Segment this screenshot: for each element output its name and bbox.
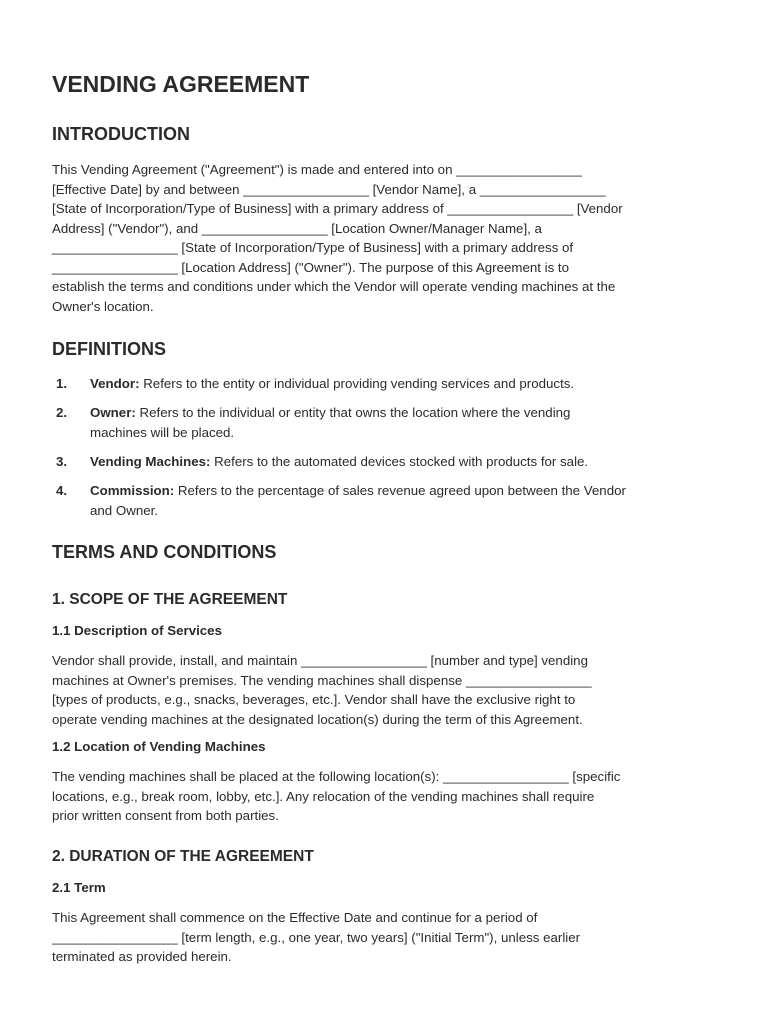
definition-text [90,481,626,520]
definitions-heading: DEFINITIONS [52,339,167,359]
definition-text [90,403,570,442]
introduction-heading: INTRODUCTION [52,124,190,144]
description-of-services-paragraph [52,651,592,729]
duration-heading: 2. DURATION OF THE AGREEMENT [52,848,314,865]
paragraph-line: Vendor shall provide, install, and maintain _________________ [number and type] vending [52,653,588,668]
paragraph-line: [State of Incorporation/Type of Business] with a primary address of _________________ [Vendor [52,201,623,216]
paragraph-line: Owner's location. [52,298,154,314]
paragraph-line: [types of products, e.g., snacks, beverages, etc.]. Vendor shall have the exclusive right to [52,692,576,707]
description-of-services-heading: 1.1 Description of Services [52,623,222,638]
paragraph-line: _________________ [State of Incorporation/Type of Business] with a primary address of [52,240,574,255]
list-number: 4. [56,483,68,498]
list-number: 1. [56,376,68,391]
term-paragraph [52,908,580,967]
paragraph-line: establish the terms and conditions under which the Vendor will operate vending machines at the [52,279,616,294]
definition-term: Vending Machines: [90,454,211,469]
paragraph-line: This Agreement shall commence on the Effective Date and continue for a period of [52,910,538,925]
definition-term: Owner: [90,405,136,420]
paragraph-line: locations, e.g., break room, lobby, etc.]. Any relocation of the vending machines shall require [52,788,595,804]
terms-heading: TERMS AND CONDITIONS [52,542,277,562]
paragraph-line: The vending machines shall be placed at the following location(s): _________________ [specific [52,769,621,784]
scope-heading: 1. SCOPE OF THE AGREEMENT [52,591,288,608]
definition-description: Refers to the individual or entity that owns the location where the vending [135,405,571,420]
paragraph-line: _________________ [Location Address] ("Owner"). The purpose of this Agreement is to [52,259,570,275]
definition-text [90,374,574,394]
paragraph-line: Address] ("Vendor"), and _________________ [Location Owner/Manager Name], a [52,220,542,236]
definition-description: machines will be placed. [90,424,235,440]
list-number: 3. [56,454,68,469]
definition-term: Commission: [90,483,175,498]
introduction-paragraph [52,160,623,316]
definition-description: and Owner. [90,502,159,518]
list-number: 2. [56,405,68,420]
term-heading: 2.1 Term [52,880,106,895]
definition-description: Refers to the automated devices stocked with products for sale. [210,454,589,469]
location-of-machines-heading: 1.2 Location of Vending Machines [52,739,266,754]
definition-description: Refers to the percentage of sales revenue agreed upon between the Vendor [174,483,626,498]
paragraph-line: [Effective Date] by and between _________________ [Vendor Name], a _________________ [52,181,606,197]
definition-description: Refers to the entity or individual providing vending services and products. [139,376,575,391]
definition-text [90,452,588,472]
paragraph-line: operate vending machines at the designated location(s) during the term of this Agreement. [52,711,583,727]
paragraph-line: _________________ [term length, e.g., one year, two years] ("Initial Term"), unless earlier [52,929,581,945]
paragraph-line: machines at Owner's premises. The vending machines shall dispense _________________ [52,672,592,688]
location-of-machines-paragraph [52,767,620,826]
paragraph-line: prior written consent from both parties. [52,808,279,823]
paragraph-line: terminated as provided herein. [52,949,232,964]
document-title: VENDING AGREEMENT [52,71,310,97]
definition-term: Vendor: [90,376,140,391]
paragraph-line: This Vending Agreement ("Agreement") is made and entered into on _________________ [52,162,582,177]
